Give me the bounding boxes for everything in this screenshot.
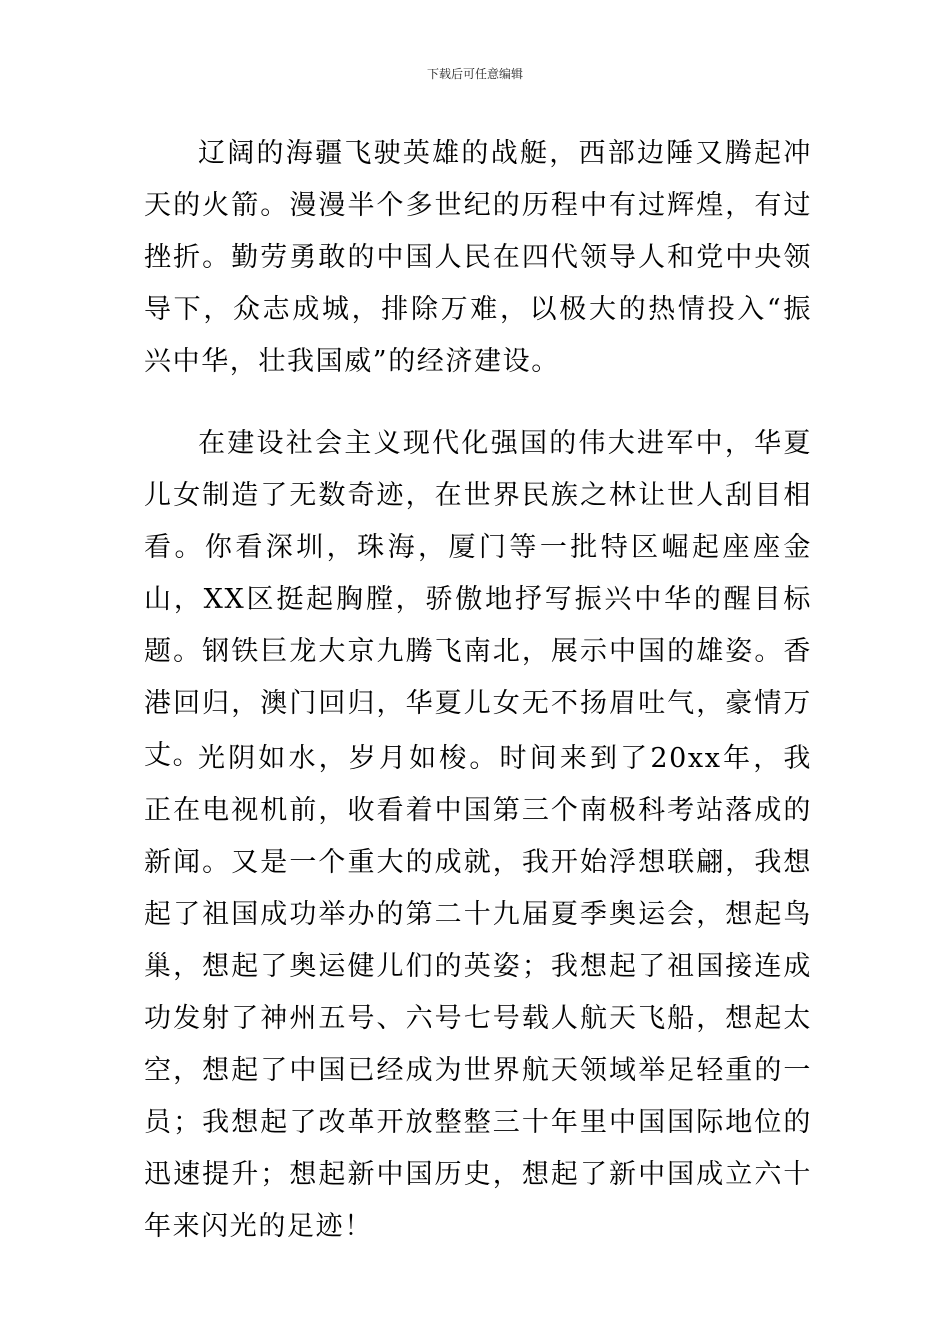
download-note: 下载后可任意编辑 [426,67,523,81]
paragraph-3: 光阴如水，岁月如梭。时间来到了20xx年，我正在电视机前，收看着中国第三个南极科考站落成的新闻。又是一个重大的成就，我开始浮想联翩，我想起了祖国成功举办的第二十九届夏季奥运会，想起鸟巢，想起了奥运健儿们的英姿；我想起了祖国接连成功发射了神州五号、六号七号载人航天飞船，想起太空，想起了中国已经成为世界航天领域举足轻重的一员；我想起了改革开放整整三十年里中国国际地位的迅速提升；想起新中国历史，想起了新中国成立六十年来闪光的足迹！ [144,743,812,1242]
paragraph-1: 辽阔的海疆飞驶英雄的战艇，西部边陲又腾起冲天的火箭。漫漫半个多世纪的历程中有过辉煌，有过挫折。勤劳勇敢的中国人民在四代领导人和党中央领导下，众志成城，排除万难，以极大的热情投入“振兴中华，壮我国威”的经济建设。 [144,138,812,377]
paragraph-2: 在建设社会主义现代化强国的伟大进军中，华夏儿女制造了无数奇迹，在世界民族之林让世人刮目相看。你看深圳，珠海，厦门等一批特区崛起座座金山，XX区挺起胸膛，骄傲地抒写振兴中华的醒目标题。钢铁巨龙大京九腾飞南北，展示中国的雄姿。香港回归，澳门回归，华夏儿女无不扬眉吐气，豪情万丈。 [144,428,812,771]
